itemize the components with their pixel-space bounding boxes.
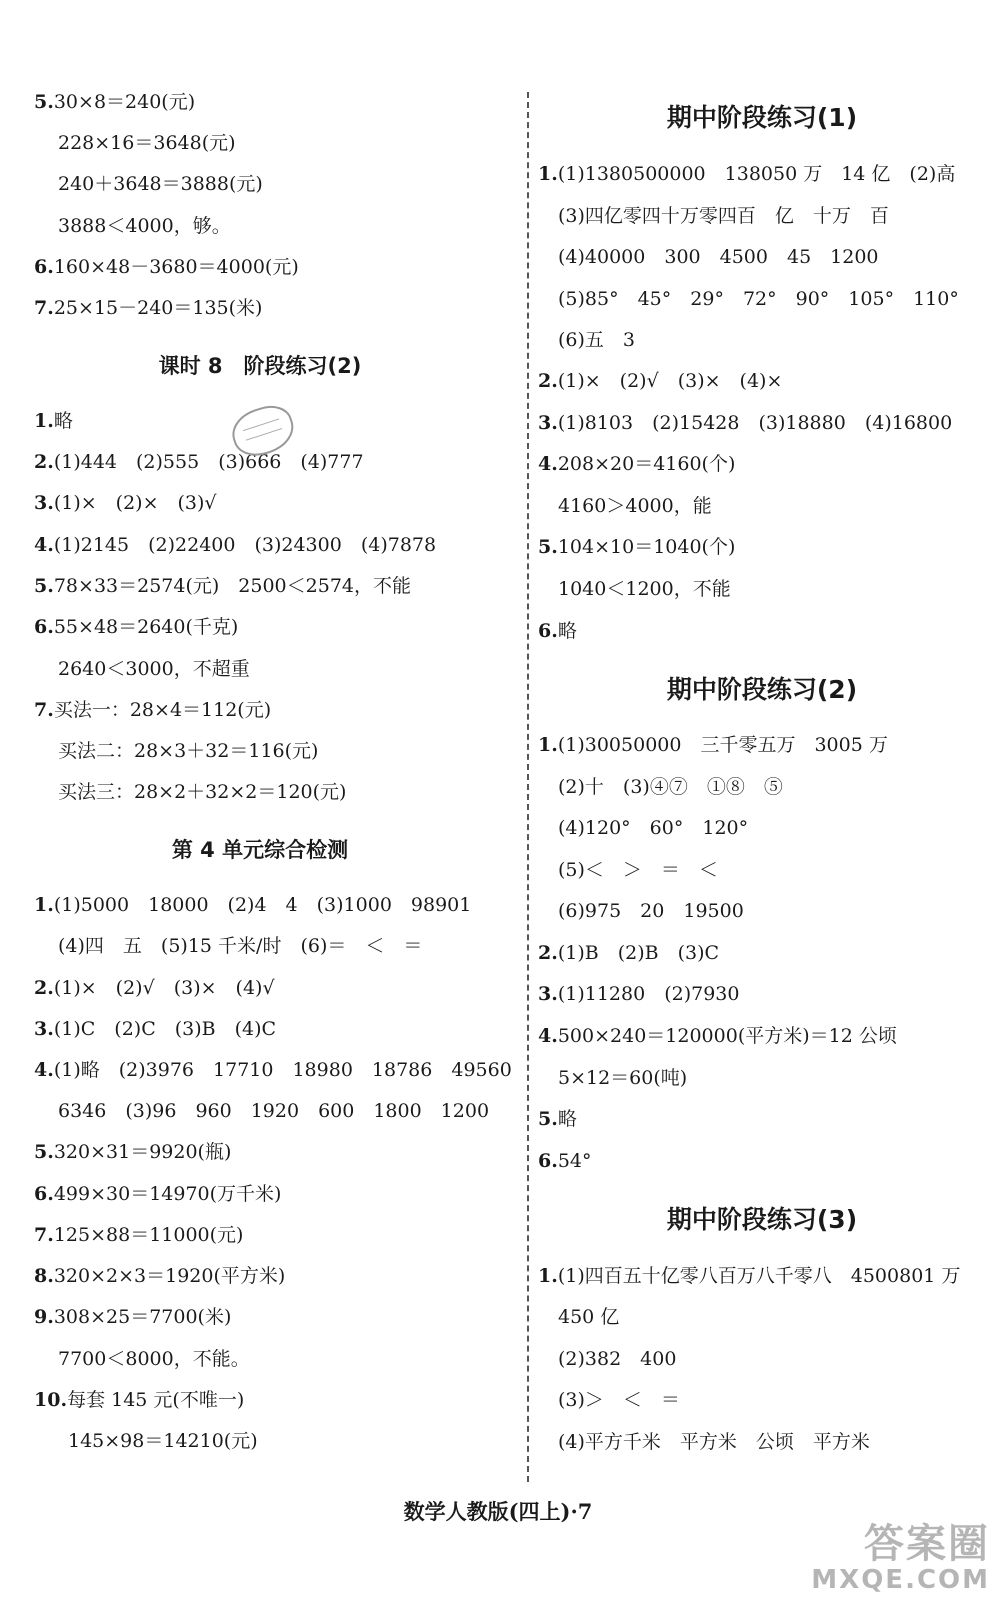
question-number: 6. <box>538 620 558 642</box>
question-number: 1. <box>34 894 54 916</box>
question-number: 5. <box>34 91 54 113</box>
answer-line <box>538 162 955 186</box>
answer-text: (1)30050000 三千零五万 3005 万 <box>557 734 888 756</box>
question-number: 3. <box>34 492 54 514</box>
answer-line <box>34 296 262 320</box>
answer-text: 30×8＝240(元) <box>53 91 196 113</box>
question-number: 1. <box>538 163 558 185</box>
section-title: 课时 8 阶段练习(2) <box>158 354 362 378</box>
answer-line <box>58 657 250 681</box>
answer-line <box>538 369 782 393</box>
question-number: 2. <box>34 977 54 999</box>
answer-text: (3)四亿零四十万零四百 亿 十万 百 <box>558 205 889 227</box>
section-title: 期中阶段练习(3) <box>666 1205 858 1234</box>
question-number: 7. <box>34 699 54 721</box>
question-number: 9. <box>34 1306 54 1328</box>
answer-text: 略 <box>557 1108 577 1130</box>
answer-text: 3888＜4000，够。 <box>58 215 231 237</box>
answer-text: (1)四百五十亿零八百万八千零八 4500801 万 <box>557 1265 961 1287</box>
answer-text: 每套 145 元(不唯一) <box>67 1389 245 1411</box>
answer-line <box>558 204 889 228</box>
answer-line <box>558 328 635 352</box>
section-title: 期中阶段练习(2) <box>666 675 858 704</box>
question-number: 4. <box>538 1025 558 1047</box>
question-number: 2. <box>538 370 558 392</box>
answer-line <box>58 172 263 196</box>
answer-line <box>34 615 238 639</box>
answer-line <box>58 934 422 958</box>
question-number: 6. <box>34 1183 54 1205</box>
question-number: 5. <box>538 1108 558 1130</box>
answer-line <box>538 619 577 643</box>
answer-text: 买法三：28×2＋32×2＝120(元) <box>58 781 347 803</box>
answer-text: (5)＜ ＞ ＝ ＜ <box>558 859 718 881</box>
answer-line <box>58 214 231 238</box>
answer-line <box>34 491 217 515</box>
answer-text: 54° <box>557 1150 592 1172</box>
answer-line <box>34 255 299 279</box>
answer-line <box>558 775 783 799</box>
question-number: 6. <box>34 616 54 638</box>
question-number: 5. <box>34 1141 54 1163</box>
answer-line <box>34 574 411 598</box>
answer-line <box>34 1182 281 1206</box>
question-number: 5. <box>34 575 54 597</box>
answer-line <box>538 1107 577 1131</box>
answer-text: (1)8103 (2)15428 (3)18880 (4)16800 <box>557 412 953 434</box>
answer-text: (2)十 (3)④⑦ ①⑧ ⑤ <box>558 776 783 798</box>
answer-text: (1)2145 (2)22400 (3)24300 (4)7878 <box>53 534 437 556</box>
answer-text: (1)略 (2)3976 17710 18980 18786 49560 <box>53 1059 512 1081</box>
answer-line <box>558 287 959 311</box>
answer-line <box>58 780 346 804</box>
question-number: 4. <box>34 1059 54 1081</box>
answer-line <box>538 733 888 757</box>
question-number: 7. <box>34 297 54 319</box>
answer-text: 104×10＝1040(个) <box>557 536 736 558</box>
answer-text: 228×16＝3648(元) <box>58 132 236 154</box>
answer-text: 320×2×3＝1920(平方米) <box>53 1265 286 1287</box>
answer-line <box>34 893 471 917</box>
answer-text: (4)四 五 (5)15 千米/时 (6)＝ ＜ ＝ <box>58 935 423 957</box>
section-title: 第 4 单元综合检测 <box>171 838 349 862</box>
answer-line <box>558 1430 870 1454</box>
answer-line <box>538 982 739 1006</box>
answer-text: (3)＞ ＜ ＝ <box>558 1389 680 1411</box>
watermark-url: MXQE.COM <box>811 1565 990 1595</box>
answer-line <box>34 1264 285 1288</box>
answer-text: 450 亿 <box>558 1306 620 1328</box>
answer-text: 买法一：28×4＝112(元) <box>53 699 272 721</box>
answer-text: (5)85° 45° 29° 72° 90° 105° 110° <box>558 288 959 310</box>
question-number: 3. <box>34 1018 54 1040</box>
answer-line <box>558 816 748 840</box>
answer-line <box>34 1223 243 1247</box>
answer-line <box>58 1099 489 1123</box>
answer-text: 500×240＝120000(平方米)＝12 公顷 <box>557 1025 897 1047</box>
answer-text: (6)975 20 19500 <box>558 900 744 922</box>
answer-line <box>58 1347 250 1371</box>
answer-line <box>34 90 195 114</box>
answer-text: (1)× (2)× (3)√ <box>53 492 217 514</box>
answer-text: 55×48＝2640(千克) <box>53 616 239 638</box>
question-number: 3. <box>538 412 558 434</box>
answer-line <box>558 1388 680 1412</box>
answer-text: (1)5000 18000 (2)4 4 (3)1000 98901 <box>53 894 472 916</box>
answer-text: (1)× (2)√ (3)× (4)× <box>557 370 783 392</box>
answer-line <box>538 1264 960 1288</box>
answer-line <box>58 739 318 763</box>
answer-text: 7700＜8000，不能。 <box>58 1348 250 1370</box>
question-number: 1. <box>34 410 54 432</box>
answer-line <box>538 941 719 965</box>
answer-line <box>68 1429 258 1453</box>
answer-text: (4)120° 60° 120° <box>558 817 749 839</box>
question-number: 6. <box>538 1150 558 1172</box>
question-number: 7. <box>34 1224 54 1246</box>
answer-line <box>558 245 879 269</box>
question-number: 6. <box>34 256 54 278</box>
answer-line <box>34 1388 244 1412</box>
answer-text: 208×20＝4160(个) <box>557 453 736 475</box>
answer-text: (4)平方千米 平方米 公顷 平方米 <box>558 1431 870 1453</box>
question-number: 8. <box>34 1265 54 1287</box>
answer-text: 5×12＝60(吨) <box>558 1067 688 1089</box>
answer-line <box>34 1140 231 1164</box>
answer-text: 78×33＝2574(元) 2500＜2574，不能 <box>53 575 412 597</box>
answer-line <box>558 577 731 601</box>
question-number: 3. <box>538 983 558 1005</box>
watermark <box>811 1522 990 1594</box>
question-number: 10. <box>34 1389 68 1411</box>
answer-line <box>538 1024 897 1048</box>
answer-text: 160×48－3680＝4000(元) <box>53 256 299 278</box>
answer-text: 499×30＝14970(万千米) <box>53 1183 282 1205</box>
answer-text: 320×31＝9920(瓶) <box>53 1141 232 1163</box>
watermark-text: 答案圈 <box>864 1521 990 1567</box>
answer-text: 1040＜1200，不能 <box>558 578 731 600</box>
answer-line <box>34 533 436 557</box>
question-number: 1. <box>538 734 558 756</box>
question-number: 2. <box>34 451 54 473</box>
answer-text: (1)B (2)B (3)C <box>557 942 720 964</box>
answer-text: 125×88＝11000(元) <box>53 1224 244 1246</box>
answer-line <box>34 698 271 722</box>
answer-line <box>34 1058 512 1082</box>
answer-line <box>558 1066 687 1090</box>
answer-text: (1)1380500000 138050 万 14 亿 (2)高 <box>557 163 956 185</box>
answer-text: (1)C (2)C (3)B (4)C <box>53 1018 277 1040</box>
question-number: 4. <box>538 453 558 475</box>
answer-text: (6)五 3 <box>558 329 636 351</box>
question-number: 1. <box>538 1265 558 1287</box>
answer-text: (1)11280 (2)7930 <box>557 983 740 1005</box>
answer-line <box>34 976 275 1000</box>
answer-text: 买法二：28×3＋32＝116(元) <box>58 740 319 762</box>
page-footer: 数学人教版(四上)·7 <box>403 1499 593 1524</box>
answer-line <box>538 452 735 476</box>
answer-line <box>558 1347 676 1371</box>
answer-line <box>34 1305 231 1329</box>
question-number: 4. <box>34 534 54 556</box>
answer-text: (4)40000 300 4500 45 1200 <box>558 246 879 268</box>
answer-text: 略 <box>53 410 73 432</box>
answer-text: 2640＜3000，不超重 <box>58 658 250 680</box>
answer-line <box>558 858 718 882</box>
question-number: 5. <box>538 536 558 558</box>
answer-line <box>538 535 735 559</box>
answer-text: 25×15－240＝135(米) <box>53 297 263 319</box>
answer-text: 308×25＝7700(米) <box>53 1306 232 1328</box>
answer-line <box>34 450 364 474</box>
answer-text: 略 <box>557 620 577 642</box>
answer-line <box>538 411 952 435</box>
answer-text: 6346 (3)96 960 1920 600 1800 1200 <box>58 1100 490 1122</box>
answer-line <box>34 409 73 433</box>
answer-line <box>34 1017 276 1041</box>
answer-line <box>558 899 744 923</box>
answer-text: (1)× (2)√ (3)× (4)√ <box>53 977 275 999</box>
answer-line <box>558 494 712 518</box>
answer-line <box>58 131 236 155</box>
section-title: 期中阶段练习(1) <box>666 103 858 132</box>
answer-text: 145×98＝14210(元) <box>68 1430 258 1452</box>
answer-line <box>538 1149 592 1173</box>
column-divider <box>527 92 529 1482</box>
answer-line <box>558 1305 619 1329</box>
answer-text: (2)382 400 <box>558 1348 677 1370</box>
answer-text: 240＋3648＝3888(元) <box>58 173 263 195</box>
answer-text: (1)444 (2)555 (3)666 (4)777 <box>53 451 364 473</box>
answer-text: 4160＞4000，能 <box>558 495 712 517</box>
question-number: 2. <box>538 942 558 964</box>
